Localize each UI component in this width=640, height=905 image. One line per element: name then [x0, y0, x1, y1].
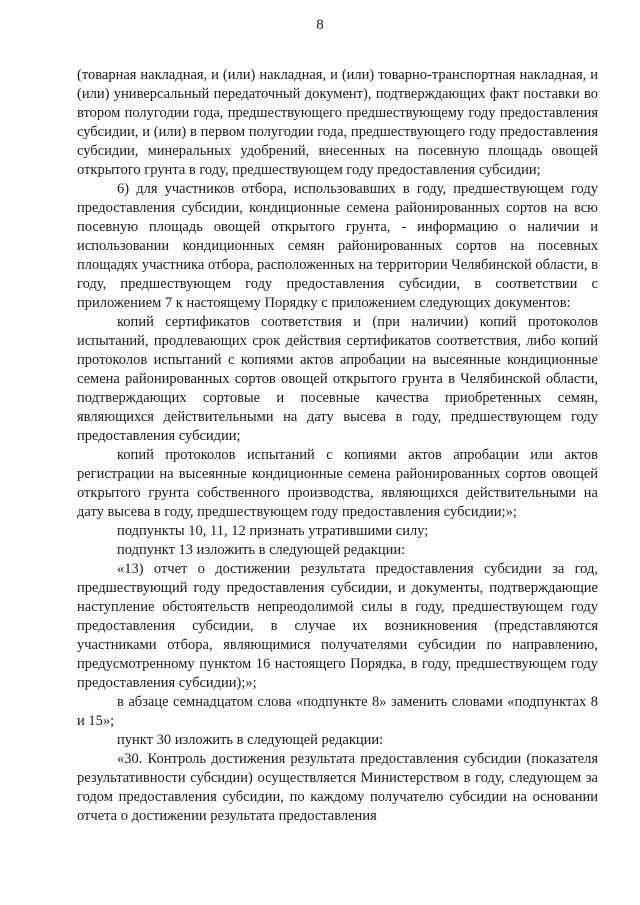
paragraph-certificates: копий сертификатов соответствия и (при наличии) копий протоколов испытаний, продлевающих срок действия сертификатов соответствия, либо копий протоколов испытаний с копиями актов апробации на высеянные кондиционные семена районированных сортов овощей открытого грунта в Челябинской области, подтверждающих сортовые и посевные качества приобретенных семян, являющихся действительными на дату высева в году, предшествующем году предоставления субсидии;	[77, 314, 598, 444]
paragraph-item-30-text: «30. Контроль достижения результата предоставления субсидии (показателя результативности субсидии) осуществляется Министерством в году, следующем за годом предоставления субсидии, по каждому получателю субсидии на основании отчета о достижении результата предоставления	[77, 751, 598, 824]
page-number: 8	[316, 17, 324, 33]
paragraph-subitem-13-intro: подпункт 13 изложить в следующей редакции:	[117, 542, 406, 558]
paragraph-continuation: (товарная накладная, и (или) накладная, и (или) товарно-транспортная накладная, и (или) универсальный передаточный документ), подтверждающих факт поставки во втором полугодии года, предшествующего предшествующему году предоставления субсидии, и (или) в первом полугодии года, предшествующего году предоставления субсидии, минеральных удобрений, внесенных на посевную площадь овощей открытого грунта в году, предшествующем году предоставления субсидии;	[77, 67, 598, 178]
paragraph-item-6: 6) для участников отбора, использовавших в году, предшествующем году предоставления субсидии, кондиционные семена районированных сортов на всю посевную площадь овощей открытого грунта, - информацию о наличии и использовании кондиционных семян районированных сортов на посевных площадях участника отбора, расположенных на территории Челябинской области, в году, предшествующем году предоставления субсидии, в соответствии с приложением 7 к настоящему Порядку с приложением следующих документов:	[77, 181, 598, 311]
paragraph-seventeenth-abzac: в абзаце семнадцатом слова «подпункте 8» заменить словами «подпунктах 8 и 15»;	[77, 694, 598, 729]
paragraph-invalidate-subitems: подпункты 10, 11, 12 признать утратившими силу;	[117, 523, 429, 539]
paragraph-subitem-13-text: «13) отчет о достижении результата предоставления субсидии за год, предшествующий году предоставления субсидии, и документы, подтверждающие наступление обстоятельств непреодолимой силы в году, предшествующем году предоставления субсидии, в случае их возникновения (представляются участниками отбора, являющимися получателями субсидии по направлению, предусмотренному пунктом 16 настоящего Порядка, в году, предшествующем году предоставления субсидии);»;	[77, 561, 598, 691]
document-body	[77, 66, 598, 826]
paragraph-test-protocols: копий протоколов испытаний с копиями актов апробации или актов регистрации на высеянные кондиционные семена районированных сортов овощей открытого грунта собственного производства, являющихся действительными на дату высева в году, предшествующем году предоставления субсидии;»;	[77, 447, 598, 520]
paragraph-item-30-intro: пункт 30 изложить в следующей редакции:	[117, 732, 384, 748]
